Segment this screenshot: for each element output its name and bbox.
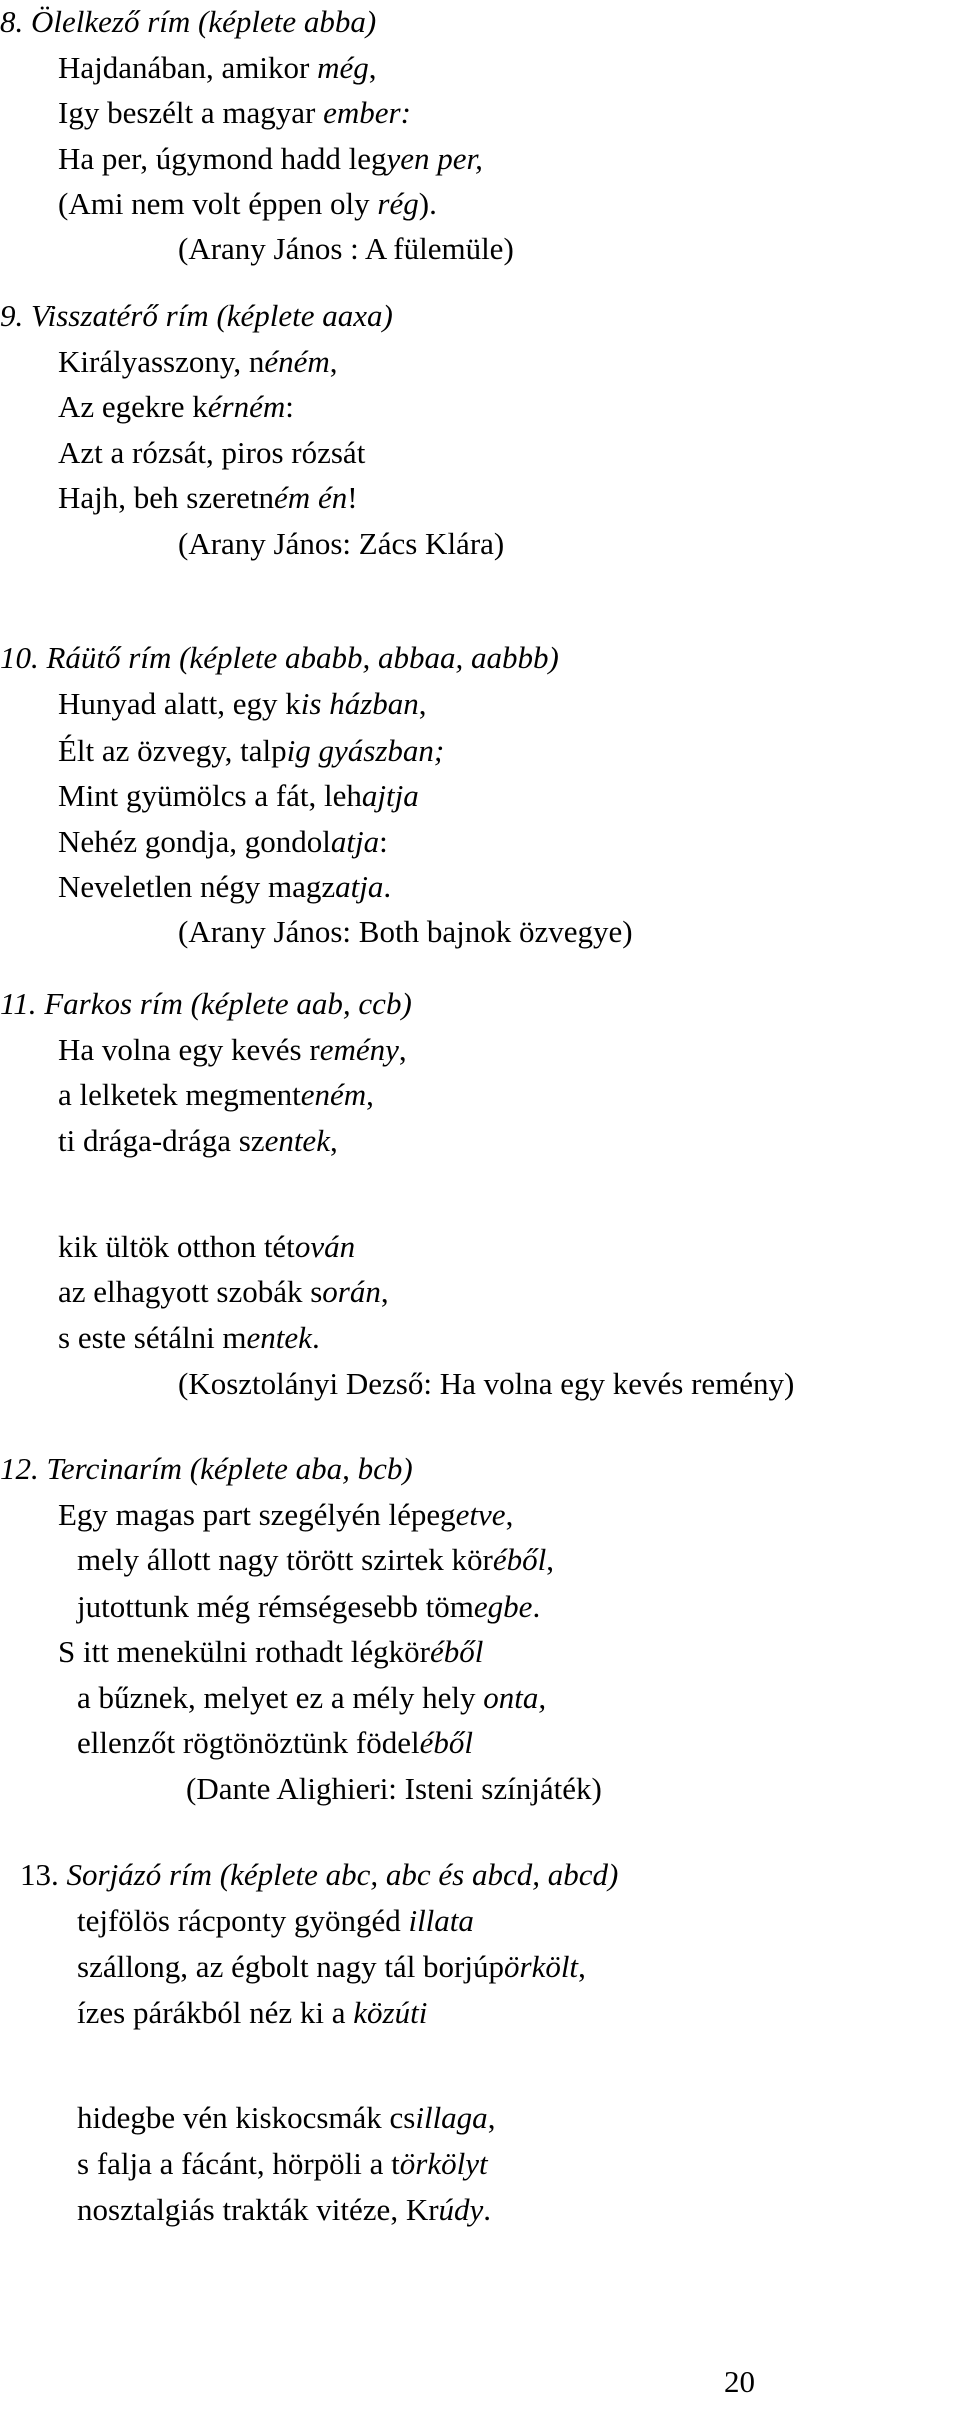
poem-line: Hunyad alatt, egy kis házban, — [58, 686, 427, 721]
poem-line: (Ami nem volt éppen oly rég). — [58, 186, 437, 221]
poem-line: Királyasszony, néném, — [58, 344, 338, 379]
poem-line: Ha per, úgymond hadd legyen per, — [58, 141, 483, 176]
poem-line: Mint gyümölcs a fát, lehajtja — [58, 778, 419, 813]
poem-line: Ha volna egy kevés remény, — [58, 1032, 407, 1067]
poem-line: Élt az özvegy, talpig gyászban; — [58, 733, 445, 768]
poem-line: jutottunk még rémségesebb tömegbe. — [77, 1589, 541, 1624]
poem-line: s falja a fácánt, hörpöli a törkölyt — [77, 2146, 488, 2181]
attribution: (Kosztolányi Dezső: Ha volna egy kevés remény) — [178, 1366, 795, 1401]
poem-line: az elhagyott szobák során, — [58, 1274, 389, 1309]
poem-line: Az egekre kérném: — [58, 389, 294, 424]
poem-line: ízes párákból néz ki a közúti — [77, 1995, 428, 2030]
poem-line: Hajdanában, amikor még, — [58, 50, 377, 85]
page-number: 20 — [724, 2364, 755, 2399]
poem-line: tejfölös rácponty gyöngéd illata — [77, 1903, 474, 1938]
section-heading: 8. Ölelkező rím (képlete abba) — [0, 4, 377, 39]
poem-line: Igy beszélt a magyar ember: — [58, 95, 411, 130]
section-heading: 12. Tercinarím (képlete aba, bcb) — [0, 1451, 413, 1486]
attribution: (Arany János: Zács Klára) — [178, 526, 505, 561]
section-heading: 13. Sorjázó rím (képlete abc, abc és abcd, abcd) — [20, 1857, 619, 1892]
poem-line: Nehéz gondja, gondolatja: — [58, 824, 388, 859]
poem-line: Egy magas part szegélyén lépegetve, — [58, 1497, 514, 1532]
poem-line: ellenzőt rögtönöztünk födeléből — [77, 1725, 473, 1760]
poem-line: kik ültök otthon tétován — [58, 1229, 356, 1264]
section-heading: 11. Farkos rím (képlete aab, ccb) — [0, 986, 412, 1021]
section-heading: 10. Ráütő rím (képlete ababb, abbaa, aabbb) — [0, 640, 559, 675]
poem-line: S itt menekülni rothadt légköréből — [58, 1634, 484, 1669]
section-heading: 9. Visszatérő rím (képlete aaxa) — [0, 298, 393, 333]
attribution: (Dante Alighieri: Isteni színjáték) — [186, 1771, 602, 1806]
poem-line: mely állott nagy törött szirtek köréből, — [77, 1542, 554, 1577]
poem-line: s este sétálni mentek. — [58, 1320, 320, 1355]
attribution: (Arany János : A fülemüle) — [178, 231, 514, 266]
poem-line: Hajh, beh szeretném én! — [58, 480, 358, 515]
poem-line: hidegbe vén kiskocsmák csillaga, — [77, 2100, 496, 2135]
poem-line: ti drága-drága szentek, — [58, 1123, 338, 1158]
poem-line: Azt a rózsát, piros rózsát — [58, 435, 366, 470]
poem-line: a lelketek megmenteném, — [58, 1077, 374, 1112]
poem-line: Neveletlen négy magzatja. — [58, 869, 392, 904]
attribution: (Arany János: Both bajnok özvegye) — [178, 914, 633, 949]
poem-line: szállong, az égbolt nagy tál borjúpörkölt, — [77, 1949, 586, 1984]
poem-line: nosztalgiás trakták vitéze, Krúdy. — [77, 2192, 492, 2227]
poem-line: a bűznek, melyet ez a mély hely onta, — [77, 1680, 547, 1715]
